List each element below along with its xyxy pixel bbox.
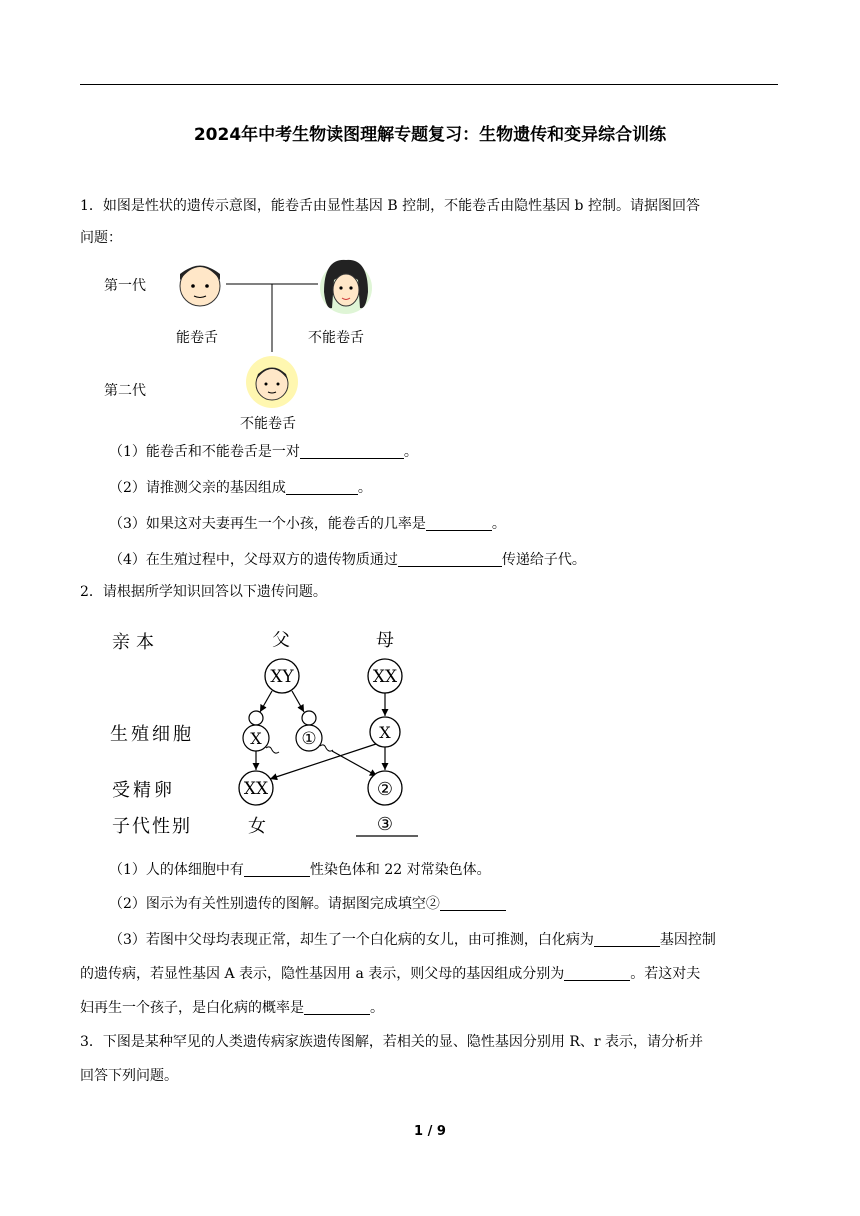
q3-stem-line2: 回答下列问题。 [80,1068,178,1084]
q2-sub1-blank[interactable] [244,860,310,877]
q2-sub2-blank[interactable] [440,894,506,911]
q2-mother-label: 母 [376,630,394,651]
q1-stem-line1: 1．如图是性状的遗传示意图，能卷舌由显性基因 B 控制，不能卷舌由隐性基因 b 控制。请据图回答 [80,198,700,214]
q2-sex-female: 女 [248,816,266,837]
q1-mother-label: 不能卷舌 [308,330,364,346]
q2-sub2: （2）图示为有关性别遗传的图解。请据图完成填空② [109,890,779,918]
child-face-icon [246,356,298,408]
page-number: 1 / 9 [414,1124,446,1139]
q1-inheritance-figure [96,250,396,436]
svg-text:①: ① [301,729,317,749]
q1-sub3: （3）如果这对夫妻再生一个小孩，能卷舌的几率是 。 [109,516,506,532]
q1-sub1: （1）能卷舌和不能卷舌是一对 。 [109,444,418,460]
q2-father-label: 父 [272,630,290,651]
q2-row-sex: 子代性别 [112,816,192,837]
sperm-1-cell [296,711,333,751]
father-face-icon [180,266,220,306]
q1-sub1-blank[interactable] [300,442,404,459]
q2-row-zygote: 受精卵 [112,780,175,801]
q1-sub4-blank[interactable] [398,550,502,567]
q2-father-cell: XY [270,667,294,687]
q2-row-parent: 亲本 [112,632,160,653]
q1-sub3-blank[interactable] [426,514,492,531]
mother-face-icon [320,260,372,314]
q2-zygote-xx: XX [243,779,269,799]
q2-sex-inheritance-figure [100,618,430,844]
q1-stem-line2: 问题： [80,230,122,246]
q2-egg-cell: X [379,723,391,742]
q2-sub3-line1: （3）若图中父母均表现正常，却生了一个白化病的女儿，由可推测，白化病为 基因控制 [109,932,716,948]
q1-sub2-blank[interactable] [286,478,358,495]
q2-sex-3: ③ [376,814,394,835]
sperm-x-cell [243,711,279,753]
q1-sub2: （2）请推测父亲的基因组成 。 [109,480,372,496]
q1-sub4: （4）在生殖过程中，父母双方的遗传物质通过 传递给子代。 [109,552,586,568]
q2-sub3-line3: 妇再生一个孩子，是白化病的概率是 。 [80,1000,384,1016]
q1-gen2-label: 第二代 [104,383,146,399]
q2-stem: 2．请根据所学知识回答以下遗传问题。 [80,584,327,600]
q3-stem-line1: 3．下图是某种罕见的人类遗传病家族遗传图解，若相关的显、隐性基因分别用 R、r 表示，请分析并 [80,1034,704,1050]
q1-father-label: 能卷舌 [176,330,218,346]
q1-gen1-label: 第一代 [104,278,146,294]
q2-sub1: （1）人的体细胞中有 性染色体和 22 对常染色体。 [109,862,491,878]
page-title: 2024年中考生物读图理解专题复习：生物遗传和变异综合训练 [193,125,667,145]
q2-mother-cell: XX [372,667,398,687]
svg-text:X: X [250,729,262,748]
q2-sub3-line2: 的遗传病，若显性基因 A 表示，隐性基因用 a 表示，则父母的基因组成分别为 。若这对夫 [80,966,701,982]
q2-sub3-blank3[interactable] [304,998,370,1015]
q2-sub3-blank2[interactable] [564,964,630,981]
q2-sub3-blank1[interactable] [594,930,660,947]
q1-child-label: 不能卷舌 [240,416,296,432]
q2-row-gamete: 生殖细胞 [110,724,194,745]
header-rule [80,84,778,85]
q2-zygote-2: ② [376,779,394,800]
